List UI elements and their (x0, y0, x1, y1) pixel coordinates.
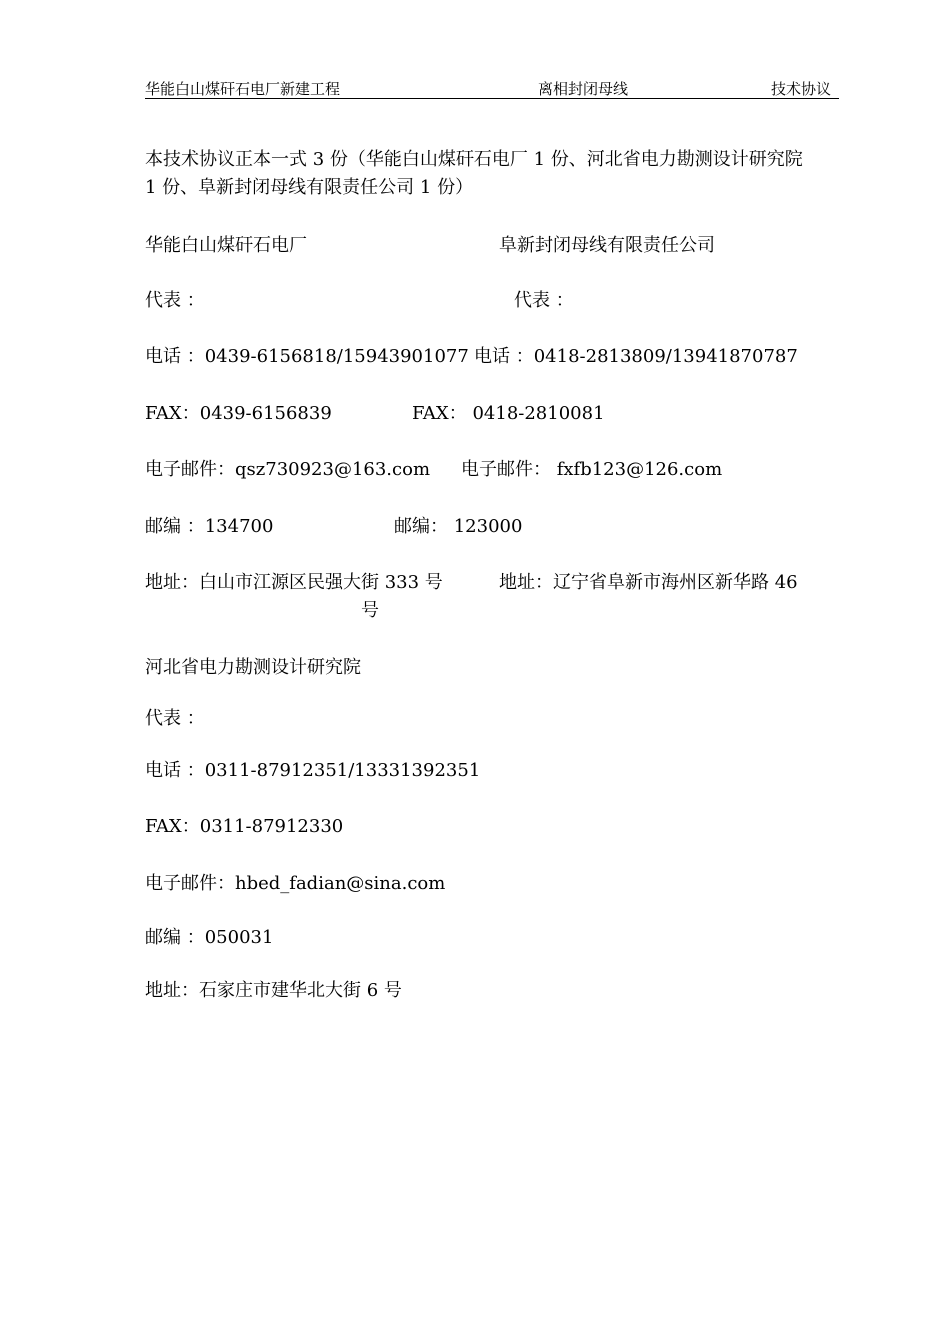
intro-line-2: 1 份、阜新封闭母线有限责任公司 1 份） (145, 177, 474, 198)
intro-line-1: 本技术协议正本一式 3 份（华能白山煤矸石电厂 1 份、河北省电力勘测设计研究院 (145, 149, 803, 170)
party-b-name: 阜新封闭母线有限责任公司 (499, 235, 715, 256)
party-a-postcode: 邮编 ：134700 (145, 516, 274, 537)
party-a-address: 地址：白山市江源区民强大街 333 号 (145, 572, 443, 593)
party-c-email: 电子邮件：hbed_fadian@sina.com (145, 873, 446, 894)
header-doc-type: 技术协议 (770, 80, 831, 98)
party-c-representative: 代表 ： (145, 708, 205, 729)
party-c-fax: FAX：0311-87912330 (145, 816, 344, 837)
party-c-phone: 电话 ：0311-87912351/13331392351 (145, 760, 481, 781)
party-a-fax: FAX：0439-6156839 (145, 403, 332, 424)
party-a-name: 华能白山煤矸石电厂 (145, 235, 307, 256)
party-b-email: 电子邮件： fxfb123@126.com (461, 459, 723, 480)
party-c-address: 地址：石家庄市建华北大街 6 号 (145, 980, 402, 1001)
party-a-email: 电子邮件：qsz730923@163.com (145, 459, 431, 480)
page-header (145, 78, 839, 99)
party-a-address-wrap: 号 (361, 600, 379, 621)
party-b-phone: 电话 ：0418-2813809/13941870787 (474, 346, 798, 367)
header-subject: 离相封闭母线 (538, 80, 629, 98)
party-b-address: 地址：辽宁省阜新市海州区新华路 46 (499, 572, 798, 593)
header-project-title: 华能白山煤矸石电厂新建工程 (145, 80, 341, 98)
party-a-representative: 代表 ： (145, 290, 205, 311)
party-c-postcode: 邮编 ：050031 (145, 927, 274, 948)
party-a-phone: 电话 ：0439-6156818/15943901077 (145, 346, 469, 367)
party-b-postcode: 邮编： 123000 (394, 516, 523, 537)
party-b-fax: FAX： 0418-2810081 (412, 403, 605, 424)
party-b-representative: 代表 ： (514, 290, 574, 311)
party-c-name: 河北省电力勘测设计研究院 (145, 657, 361, 678)
